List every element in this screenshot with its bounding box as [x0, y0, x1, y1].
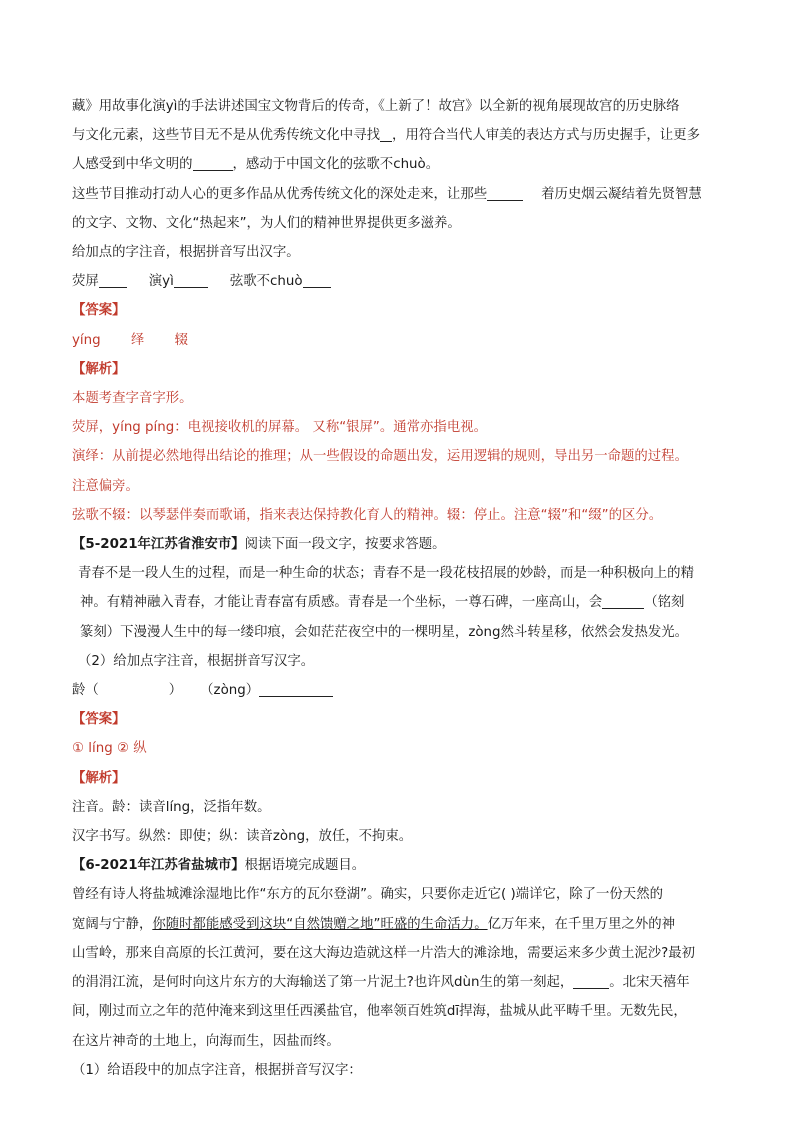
document-page — [72, 92, 724, 1085]
q4-analysis-3: 注意偏旁。 — [72, 478, 139, 494]
q5-line3: 篆刻）下漫漫人生中的每一缕印痕，会如茫茫夜空中的一棵明星，zòng然斗转星移，依然会发热发光。 — [80, 624, 689, 640]
q4-analysis-1: 荧屏，yíng píng：电视接收机的屏幕。 又称“银屏”。通常亦指电视。 — [72, 420, 487, 436]
fill-blank[interactable] — [193, 155, 233, 171]
q5-analysis-label: 【解析】 — [72, 770, 126, 786]
q5-heading: 【5-2021年江苏省淮安市】阅读下面一段文字，按要求答题。 — [72, 537, 446, 553]
q4-answer-label: 【答案】 — [72, 303, 126, 319]
q4-para1-line3: 人感受到中华文明的 ，感动于中国文化的弦歌不chuò。 — [72, 157, 440, 173]
q6-line3: 山雪岭，那来自高原的长江黄河，要在这大海边造就这样一片浩大的滩涂地，需要运来多少黄土泥沙?最初 — [72, 945, 696, 961]
q6-heading: 【6-2021年江苏省盐城市】根据语境完成题目。 — [72, 858, 366, 874]
q4-fill-row: 荧屏 演yì 弦歌不chuò — [72, 267, 724, 296]
fill-blank[interactable] — [573, 973, 609, 989]
q6-line2: 宽阔与宁静，你随时都能感受到这块“自然馈赠之地”旺盛的生命活力。亿万年来，在千里万里之外的神 — [72, 916, 676, 932]
q5-analysis-2: 汉字书写。纵然：即使；纵：读音zòng，放任，不拘束。 — [72, 829, 413, 845]
q4-para1-line1: 藏》用故事化演yì的手法讲述国宝文物背后的传奇，《上新了！故宫》以全新的视角展现故宫的历史脉络 — [72, 99, 680, 114]
fill-blank[interactable] — [602, 593, 644, 609]
q4-answers — [72, 326, 724, 355]
q4-para1-line2: 与文化元素，这些节目无不是从优秀传统文化中寻找 ，用符合当代人审美的表达方式与历史握手，让更多 — [72, 128, 700, 144]
answer-item: 辍 — [174, 332, 188, 348]
q4-analysis-2: 演绎：从前提必然地得出结论的推理；从一些假设的命题出发，运用逻辑的规则，导出另一命题的过程。 — [72, 449, 688, 465]
q6-line1: 曾经有诗人将盐城滩涂湿地比作“东方的瓦尔登湖”。确实，只要你走近它( )端详它，除了一份天然的 — [72, 887, 663, 903]
q5-line2: 神。有精神融入青春，才能让青春富有质感。青春是一个坐标，一尊石碑，一座高山，会 （铭刻 — [80, 595, 685, 611]
q6-line6: 在这片神奇的土地上，向海而生，因盐而终。 — [72, 1033, 340, 1049]
fill-blank[interactable] — [174, 272, 208, 288]
answer-item: 绎 — [130, 332, 145, 348]
q4-analysis-4: 弦歌不辍：以琴瑟伴奏而歌诵，指来表达保持教化育人的精神。辍：停止。注意“辍”和“缀”的区分。 — [72, 507, 663, 523]
q4-analysis-intro: 本题考查字音字形。 — [72, 391, 193, 407]
answer-item: yíng — [72, 332, 101, 348]
q5-answer: ① líng ② 纵 — [72, 741, 147, 757]
q4-para2-line2: 的文字、文物、文化“热起来”，为人们的精神世界提供更多滋养。 — [72, 215, 461, 231]
q6-line5: 间，刚过而立之年的范仲淹来到这里任西溪盐官，他率领百姓筑dī捍海，盐城从此平畴千里。无数先民， — [72, 1004, 687, 1020]
q5-fill-row: 龄（ ） （zòng） — [72, 676, 724, 705]
fill-blank[interactable] — [487, 185, 523, 201]
q5-answer-label: 【答案】 — [72, 712, 126, 728]
q4-para2-line1: 这些节目推动打动人心的更多作品从优秀传统文化的深处走来，让那些 着历史烟云凝结着先贤智慧 — [72, 186, 702, 202]
fill-blank[interactable] — [259, 681, 333, 697]
fill-blank[interactable] — [380, 126, 392, 142]
q5-analysis-1: 注音。龄：读音líng，泛指年数。 — [72, 799, 271, 815]
fill-blank[interactable] — [99, 272, 127, 288]
q5-subquestion: （2）给加点字注音，根据拼音写汉字。 — [78, 653, 315, 669]
q6-subquestion: （1）给语段中的加点字注音，根据拼音写汉字： — [72, 1062, 362, 1078]
q6-line4: 的涓涓江流，是何时向这片东方的大海输送了第一片泥土?也许风dùn生的第一刻起， 。北宋天禧年 — [72, 975, 690, 991]
fill-blank[interactable] — [303, 272, 331, 288]
q4-analysis-label: 【解析】 — [72, 361, 126, 377]
q4-instruction: 给加点的字注音，根据拼音写出汉字。 — [72, 245, 300, 261]
q5-line1: 青春不是一段人生的过程，而是一种生命的状态；青春不是一段花枝招展的妙龄，而是一种积极向上的精 — [78, 566, 694, 582]
